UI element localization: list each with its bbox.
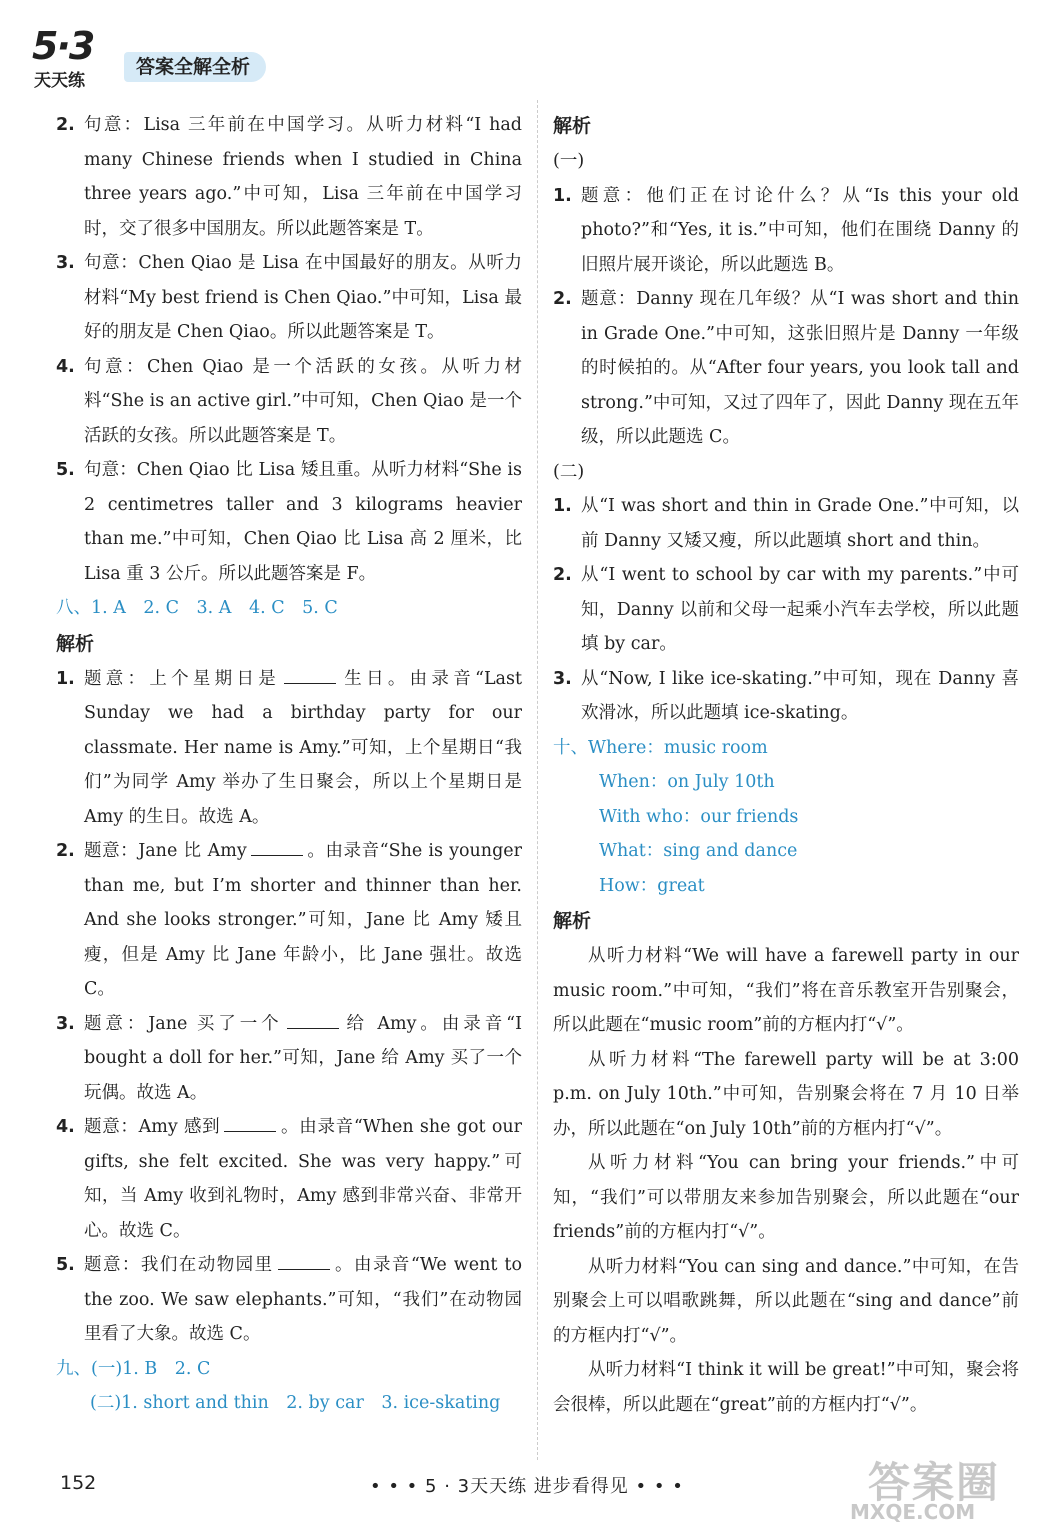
answer-line: How：great: [599, 875, 705, 896]
paragraph: 从听力材料“The farewell party will be at 3:00 p.m. on July 10th.”中可知，告别聚会将在 7 月 10 日举办，所以此题在“on July 10th”前的方框内打“√”。: [553, 1049, 1019, 1139]
list-item: 5. 题意：我们在动物园里 。由录音“We went to the zoo. We saw elephants.”可知，“我们”在动物园里看了大象。故选 C。: [56, 1255, 522, 1344]
watermark-logo: 答案圈 MXQE.COM: [850, 1458, 1001, 1524]
answer-blank: [287, 1027, 339, 1029]
brand-logo: 5·3 天天练: [32, 24, 94, 91]
answer-section-8: 八、1. A 2. C 3. A 4. C 5. C: [56, 598, 338, 618]
paragraph: 从听力材料“We will have a farewell party in our music room.”中可知，“我们”将在音乐教室开告别聚会，所以此题在“music room”前的方框内打“√”。: [553, 946, 1019, 1035]
list-item: 2. 句意：Lisa 三年前在中国学习。从听力材料“I had many Chinese friends when I studied in China three years ago.”中可知，Lisa 三年前在中国学习时，交了很多中国朋友。所以此题答案是 T。: [56, 115, 522, 239]
list-item: 3. 句意：Chen Qiao 是 Lisa 在中国最好的朋友。从听力材料“My best friend is Chen Qiao.”中可知，Lisa 最好的朋友是 Chen Qiao。所以此题答案是 T。: [56, 253, 522, 342]
answer-blank: [278, 1268, 330, 1270]
footer-slogan: • • • 5 · 3天天练 进步看得见 • • •: [370, 1476, 684, 1497]
list-item: 1. 题意：上个星期日是 生日。由录音“Last Sunday we had a birthday party for our classmate. Her name is Amy.”可知，上个星期日“我们”为同学 Amy 举办了生日聚会，所以上个星期日是 Amy 的生日。故选 A。: [56, 668, 523, 827]
analysis-heading: 解析: [553, 910, 592, 932]
analysis-heading: 解析: [553, 115, 592, 137]
list-item: 5. 句意：Chen Qiao 比 Lisa 矮且重。从听力材料“She is 2 centimetres taller and 3 kilograms heavier than me.”中可知，Chen Qiao 比 Lisa 高 2 厘米，比 Lisa 重 3 公斤。所以此题答案是 F。: [56, 460, 522, 584]
list-item: 3. 从“Now, I like ice-skating.”中可知，现在 Danny 喜欢滑冰，所以此题填 ice-skating。: [553, 668, 1019, 723]
list-item: 2. 从“I went to school by car with my parents.”中可知，Danny 以前和父母一起乘小汽车去学校，所以此题填 by car。: [553, 565, 1019, 654]
right-column: [553, 108, 1019, 1422]
analysis-heading: 解析: [56, 632, 95, 655]
answer-line: With who：our friends: [599, 806, 799, 827]
subsection-label: (二): [553, 461, 585, 482]
paragraph: 从听力材料“You can sing and dance.”中可知，在告别聚会上可以唱歌跳舞，所以此题在“sing and dance”前的方框内打“√”。: [553, 1256, 1019, 1346]
subsection-label: (一): [553, 151, 585, 171]
list-item: 1. 题意：他们正在讨论什么？从“Is this your old photo?”和“Yes, it is.”中可知，他们在围绕 Danny 的旧照片展开谈论，所以此题选 B。: [553, 185, 1019, 275]
list-item: 1. 从“I was short and thin in Grade One.”中可知，以前 Danny 又矮又瘦，所以此题填 short and thin。: [553, 496, 1019, 551]
answer-blank: [251, 854, 303, 856]
column-divider: [537, 100, 538, 1460]
list-item: 2. 题意：Danny 现在几年级？从“I was short and thin in Grade One.”中可知，这张旧照片是 Danny 一年级的时候拍的。从“After four years, you look tall and strong.”中可知，又过了四年了，因此 Danny 现在五年级，所以此题选 C。: [553, 289, 1019, 447]
list-item: 2. 题意：Jane 比 Amy 。由录音“She is younger than me, but I’m shorter and thinner than her. And she looks stronger.”可知，Jane 比 Amy 矮且瘦，但是 Amy 比 Jane 年龄小，比 Jane 强壮。故选 C。: [56, 841, 522, 999]
left-column: [56, 108, 522, 1421]
answer-line: When：on July 10th: [599, 772, 775, 792]
answer-blank: [224, 1130, 276, 1132]
list-item: 4. 题意：Amy 感到 。由录音“When she got our gifts, she felt excited. She was very happy.”可知，当 Amy 收到礼物时，Amy 感到非常兴奋、非常开心。故选 C。: [56, 1117, 522, 1241]
answer-blank: [284, 682, 336, 684]
page-number: 152: [60, 1472, 97, 1494]
paragraph: 从听力材料“I think it will be great!”中可知，聚会将会很棒，所以此题在“great”前的方框内打“√”。: [553, 1360, 1019, 1415]
answer-section-9b: (二)1. short and thin 2. by car 3. ice-skating: [90, 1393, 501, 1413]
paragraph: 从听力材料“You can bring your friends.”中可知，“我们”可以带朋友来参加告别聚会，所以此题在“our friends”前的方框内打“√”。: [553, 1153, 1019, 1242]
list-item: 3. 题意：Jane 买了一个 给 Amy。由录音“I bought a doll for her.”可知，Jane 给 Amy 买了一个玩偶。故选 A。: [56, 1013, 522, 1103]
header-title: 答案全解全析: [124, 52, 266, 82]
list-item: 4. 句意：Chen Qiao 是一个活跃的女孩。从听力材料“She is an active girl.”中可知，Chen Qiao 是一个活跃的女孩。所以此题答案是 T。: [56, 356, 522, 446]
answer-line: What：sing and dance: [599, 841, 798, 861]
answer-section-10: 十、Where：music room: [553, 737, 768, 758]
page-header: [28, 18, 328, 96]
answer-section-9a: 九、(一)1. B 2. C: [56, 1358, 211, 1379]
